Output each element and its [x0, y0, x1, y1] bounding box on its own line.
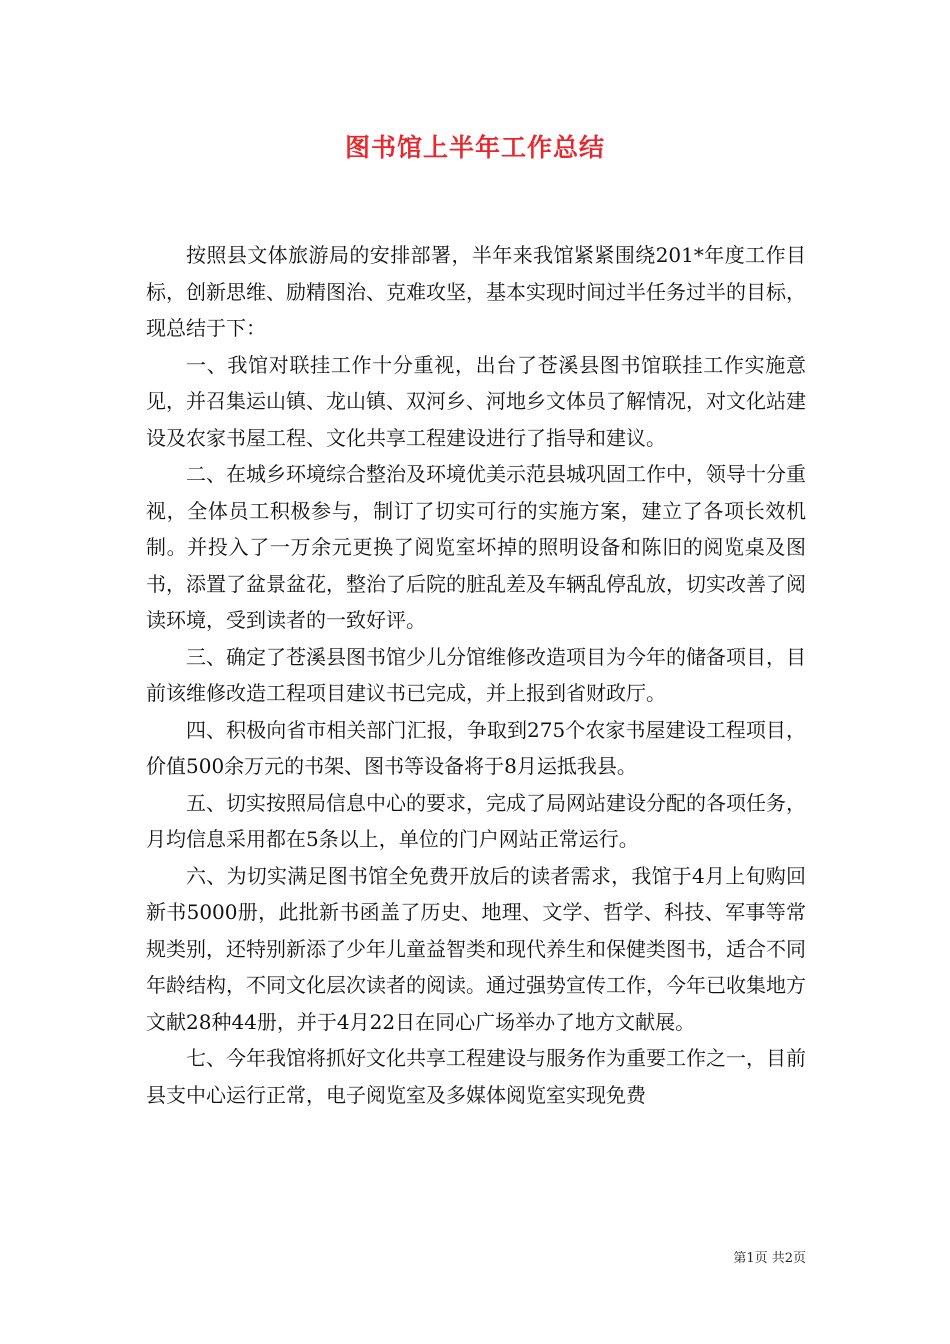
- paragraph-2: 二、在城乡环境综合整治及环境优美示范县城巩固工作中，领导十分重视，全体员工积极参与，制订了切实可行的实施方案，建立了各项长效机制。并投入了一万余元更换了阅览室坏掉的照明设备和陈旧的阅览桌及图书，添置了盆景盆花，整治了后院的脏乱差及车辆乱停乱放，切实改善了阅读环境，受到读者的一致好评。: [146, 462, 806, 632]
- paragraph-3: 三、确定了苍溪县图书馆少儿分馆维修改造项目为今年的储备项目，目前该维修改造工程项目建议书已完成，并上报到省财政厅。: [146, 644, 806, 705]
- paragraph-5: 五、切实按照局信息中心的要求，完成了局网站建设分配的各项任务，月均信息采用都在5条以上，单位的门户网站正常运行。: [146, 790, 806, 851]
- paragraph-intro: 按照县文体旅游局的安排部署，半年来我馆紧紧围绕201*年度工作目标，创新思维、励精图治、克难攻坚，基本实现时间过半任务过半的目标，现总结于下：: [146, 243, 806, 340]
- page-number: 第1页 共2页: [733, 1251, 806, 1266]
- document-title: 图书馆上半年工作总结: [344, 133, 605, 162]
- paragraph-4: 四、积极向省市相关部门汇报，争取到275个农家书屋建设工程项目，价值500余万元的书架、图书等设备将于8月运抵我县。: [146, 717, 806, 778]
- paragraph-1: 一、我馆对联挂工作十分重视，出台了苍溪县图书馆联挂工作实施意见，并召集运山镇、龙山镇、双河乡、河地乡文体员了解情况，对文化站建设及农家书屋工程、文化共享工程建设进行了指导和建议。: [146, 352, 806, 450]
- document-body: [146, 237, 806, 1113]
- paragraph-6: 六、为切实满足图书馆全免费开放后的读者需求，我馆于4月上旬购回新书5000册，此批新书函盖了历史、地理、文学、哲学、科技、军事等常规类别，还特别新添了少年儿童益智类和现代养生和保健类图书，适合不同年龄结构，不同文化层次读者的阅读。通过强势宣传工作，今年已收集地方文献28种44册，并于4月22日在同心广场举办了地方文献展。: [146, 863, 806, 1034]
- paragraph-7: 七、今年我馆将抓好文化共享工程建设与服务作为重要工作之一，目前县支中心运行正常，电子阅览室及多媒体阅览室实现免费: [146, 1046, 806, 1107]
